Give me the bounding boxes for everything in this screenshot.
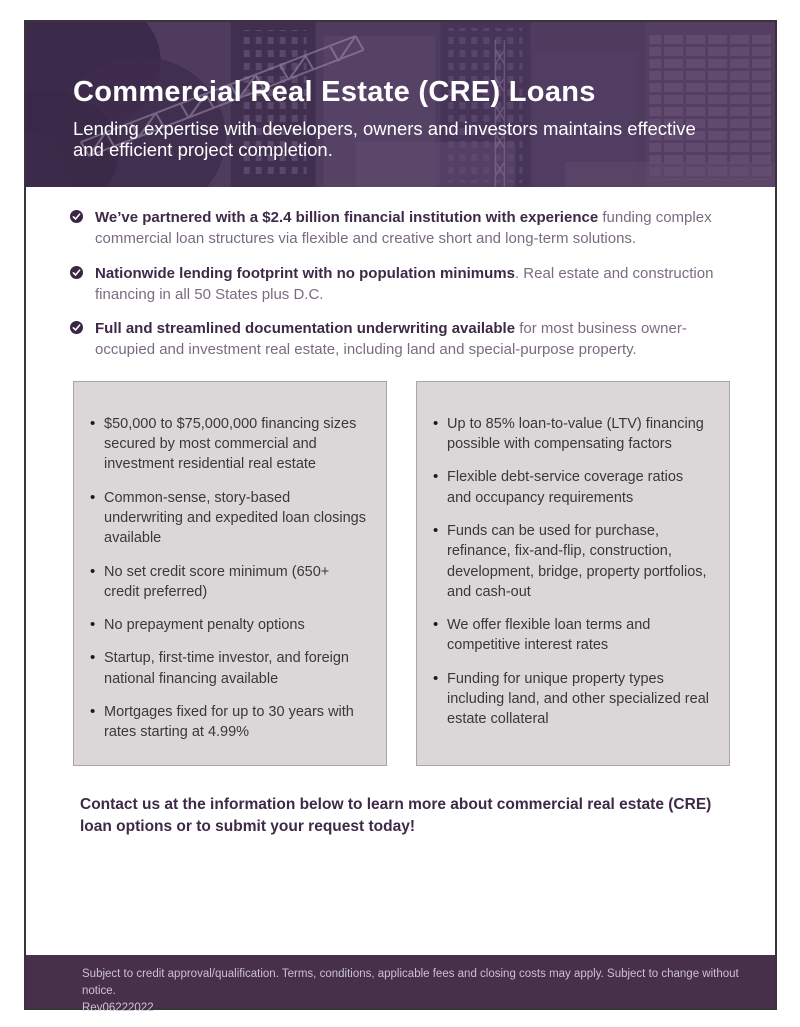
list-item: • $50,000 to $75,000,000 financing sizes secured by most commercial and investment residential real estate xyxy=(88,414,368,475)
feature-box-right xyxy=(416,381,730,766)
highlight-item xyxy=(70,207,727,250)
disclaimer-text: Subject to credit approval/qualification. Terms, conditions, applicable fees and closing costs may apply. Subject to change without notice. xyxy=(82,968,739,997)
highlight-bold-text: Full and streamlined documentation underwriting available xyxy=(95,320,516,338)
revision-text: Rev06222022 xyxy=(82,1002,154,1014)
highlight-bold-text: Nationwide lending footprint with no population minimums xyxy=(95,264,515,282)
highlights-section xyxy=(26,187,775,361)
list-item: • Mortgages fixed for up to 30 years with rates starting at 4.99% xyxy=(88,702,368,743)
list-item: • Funding for unique property types including land, and other specialized real estate collateral xyxy=(431,669,711,730)
list-item: • Flexible debt-service coverage ratios and occupancy requirements xyxy=(431,467,711,508)
list-item: • We offer flexible loan terms and competitive interest rates xyxy=(431,615,711,656)
list-item: • No set credit score minimum (650+ credit preferred) xyxy=(88,562,368,603)
highlight-bold-text: We’ve partnered with a $2.4 billion financial institution with experience xyxy=(95,209,599,226)
check-circle-icon xyxy=(70,266,83,279)
footer xyxy=(26,955,775,1014)
list-item: • Common-sense, story-based underwriting and expedited loan closings available xyxy=(88,488,368,549)
page-subtitle: Lending expertise with developers, owners and investors maintains effective and efficient project completion. xyxy=(73,118,696,161)
highlight-rest-text: funding complex commercial loan structures via flexible and creative short and long-term solutions. xyxy=(95,209,712,248)
highlight-text xyxy=(95,318,727,361)
highlight-text xyxy=(95,207,727,250)
list-item: • No prepayment penalty options xyxy=(88,615,368,635)
document-page xyxy=(24,20,777,1014)
page-title: Commercial Real Estate (CRE) Loans xyxy=(73,76,596,108)
highlight-rest-text: for most business owner-occupied and investment real estate, including land and special-purpose property. xyxy=(95,320,687,359)
feature-list-right xyxy=(431,414,711,730)
feature-list-left xyxy=(88,414,368,743)
hero-header xyxy=(26,22,775,187)
highlight-item xyxy=(70,318,727,361)
contact-note: Contact us at the information below to learn more about commercial real estate (CRE) loan options or to submit your request today! xyxy=(80,795,712,836)
feature-boxes-row xyxy=(26,381,775,766)
highlight-rest-text: . Real estate and construction financing in all 50 States plus D.C. xyxy=(95,264,714,303)
feature-box-left xyxy=(73,381,387,766)
list-item: • Funds can be used for purchase, refinance, fix-and-flip, construction, development, bridge, property portfolios, and cash-out xyxy=(431,521,711,602)
highlight-item xyxy=(70,263,727,306)
check-circle-icon xyxy=(70,210,83,223)
check-circle-icon xyxy=(70,321,83,334)
list-item: • Up to 85% loan-to-value (LTV) financing possible with compensating factors xyxy=(431,414,711,455)
list-item: • Startup, first-time investor, and foreign national financing available xyxy=(88,648,368,689)
highlight-text xyxy=(95,263,727,306)
hero-text-block xyxy=(26,22,775,160)
